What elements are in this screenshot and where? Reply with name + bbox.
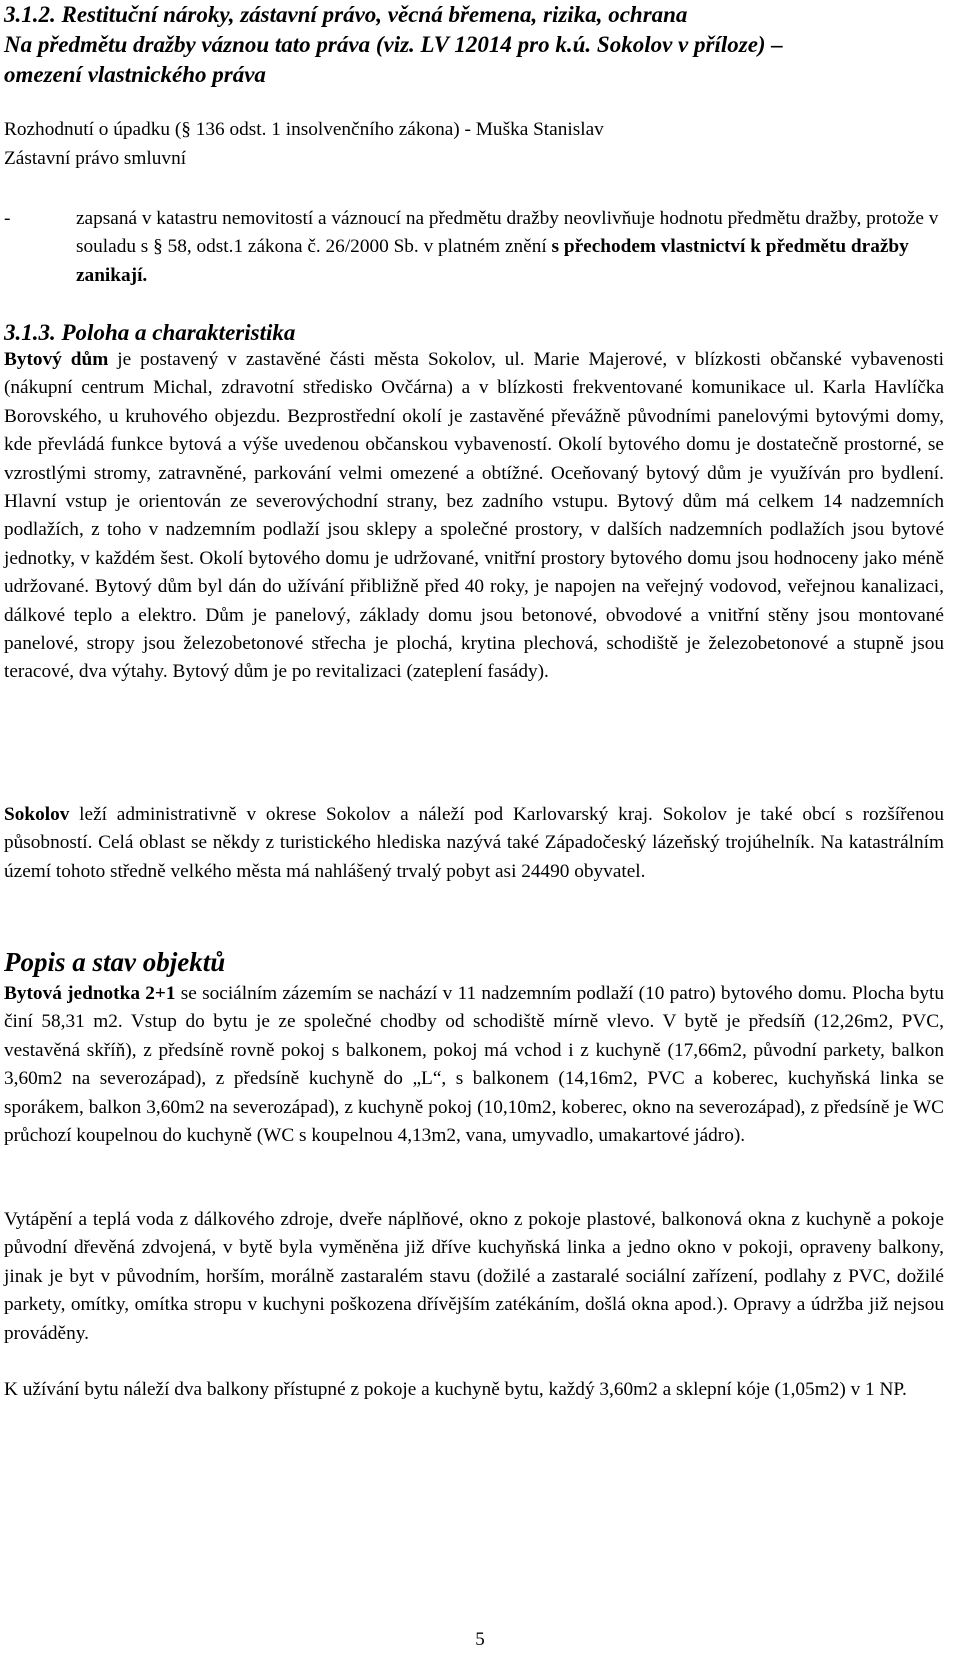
section-heading-ownership-limits: omezení vlastnického práva [4,62,266,87]
paragraph-sokolov [4,801,944,886]
paragraph-lead-bold: Bytový dům [4,349,109,370]
paragraph-building-description [4,346,944,687]
paragraph-unit-description [4,980,944,1150]
bullet-dash: - [4,208,11,229]
bullet-text-bold: s přechodem vlastnictví k předmětu dražby zanikají. [76,236,909,286]
insolvency-line: Rozhodnutí o úpadku (§ 136 odst. 1 insolvenčního zákona) - Muška Stanislav [4,119,604,140]
paragraph-heating-condition: Vytápění a teplá voda z dálkového zdroje, dveře náplňové, okno z pokoje plastové, balkonová okna z kuchyně a pokoje původní dřevěná zdvojená, v bytě byla vyměněna již dříve kuchyňská linka a jedno okno v pokoji, opraveny balkony, jinak je byt v původním, horším, morálně zastaralém stavu (dožilé a zastaralé sociální zařízení, podlahy z PVC, dožilé parkety, omítky, omítka stropu v kuchyni poškozena dřívějším zatékáním, došlá okna apod.). Opravy a údržba již nejsou prováděny. [4,1209,944,1344]
bullet-text-normal: zapsaná v katastru nemovitostí a váznoucí na předmětu dražby neovlivňuje hodnotu předmětu dražby, protože v souladu s § 58, odst.1 zákona č. 26/2000 Sb. v platném znění [76,208,939,258]
paragraph-balconies: K užívání bytu náleží dva balkony přístupné z pokoje a kuchyně bytu, každý 3,60m2 a sklepní kóje (1,05m2) v 1 NP. [4,1379,907,1400]
heading-popis-a-stav: Popis a stav objektů [4,947,226,977]
pledge-line: Zástavní právo smluvní [4,148,187,169]
section-heading-encumbrances: Na předmětu dražby váznou tato práva (viz. LV 12014 pro k.ú. Sokolov v příloze) – [4,32,783,57]
paragraph-body: se sociálním zázemím se nachází v 11 nadzemním podlaží (10 patro) bytového domu. Plocha bytu činí 58,31 m2. Vstup do bytu je ze společné chodby od schodiště mírně vlevo. V bytě je předsíň (12,26m2, PVC, vestavěná skříň), z předsíně rovně pokoj s balkonem, pokoj má vchod i z kuchyně (17,66m2, původní parkety, balkon 3,60m2 na severozápad), z předsíně kuchyně do „L“, s balkonem (14,16m2, PVC a koberec, kuchyňská linka se sporákem, balkon 3,60m2 na severozápad), z kuchyně pokoj (10,10m2, koberec, okno na severozápad), z předsíně je WC průchozí koupelnou do kuchyně (WC s koupelnou 4,13m2, vana, umyvadlo, umakartové jádro). [4,983,944,1147]
paragraph-lead-bold: Sokolov [4,804,70,825]
paragraph-body: leží administrativně v okrese Sokolov a náleží pod Karlovarský kraj. Sokolov je také obcí s rozšířenou působností. Celá oblast se někdy z turistického hlediska nazývá také Západočeský lázeňský trojúhelník. Na katastrálním území tohoto středně velkého města má nahlášený trvalý pobyt asi 24490 obyvatel. [4,804,944,882]
paragraph-lead-bold: Bytová jednotka 2+1 [4,983,176,1004]
page-number: 5 [475,1629,485,1650]
bullet-item-pledge-note [76,205,940,290]
section-heading-3-1-2: 3.1.2. Restituční nároky, zástavní právo, věcná břemena, rizika, ochrana [4,2,688,27]
section-heading-3-1-3: 3.1.3. Poloha a charakteristika [4,320,296,345]
paragraph-body: je postavený v zastavěné části města Sokolov, ul. Marie Majerové, v blízkosti občanské vybavenosti (nákupní centrum Michal, zdravotní středisko Ovčárna) a v blízkosti frekventované komunikace ul. Karla Havlíčka Borovského, u kruhového objezdu. Bezprostřední okolí je zastavěné převážně původními panelovými bytovými domy, kde převládá funkce bytová a výše uvedenou občanskou vybaveností. Okolí bytového domu je dostatečně prostorné, se vzrostlými stromy, zatravněné, parkování velmi omezené a obtížné. Oceňovaný bytový dům je využíván pro bydlení. Hlavní vstup je orientován ze severovýchodní strany, bez zadního vstupu. Bytový dům má celkem 14 nadzemních podlažích, z toho v nadzemním podlaží jsou sklepy a společné prostory, v dalších nadzemních podlažích jsou bytové jednotky, v každém šest. Okolí bytového domu je udržované, vnitřní prostory bytového domu jsou hodnoceny jako méně udržované. Bytový dům byl dán do užívání přibližně před 40 roky, je napojen na veřejný vodovod, veřejnou kanalizaci, dálkové teplo a elektro. Dům je panelový, základy domu jsou betonové, obvodové a vnitřní stěny jsou montované panelové, stropy jsou železobetonové střecha je plochá, krytina plechová, schodiště je železobetonové a stupně jsou teracové, dva výtahy. Bytový dům je po revitalizaci (zateplení fasády). [4,349,944,683]
